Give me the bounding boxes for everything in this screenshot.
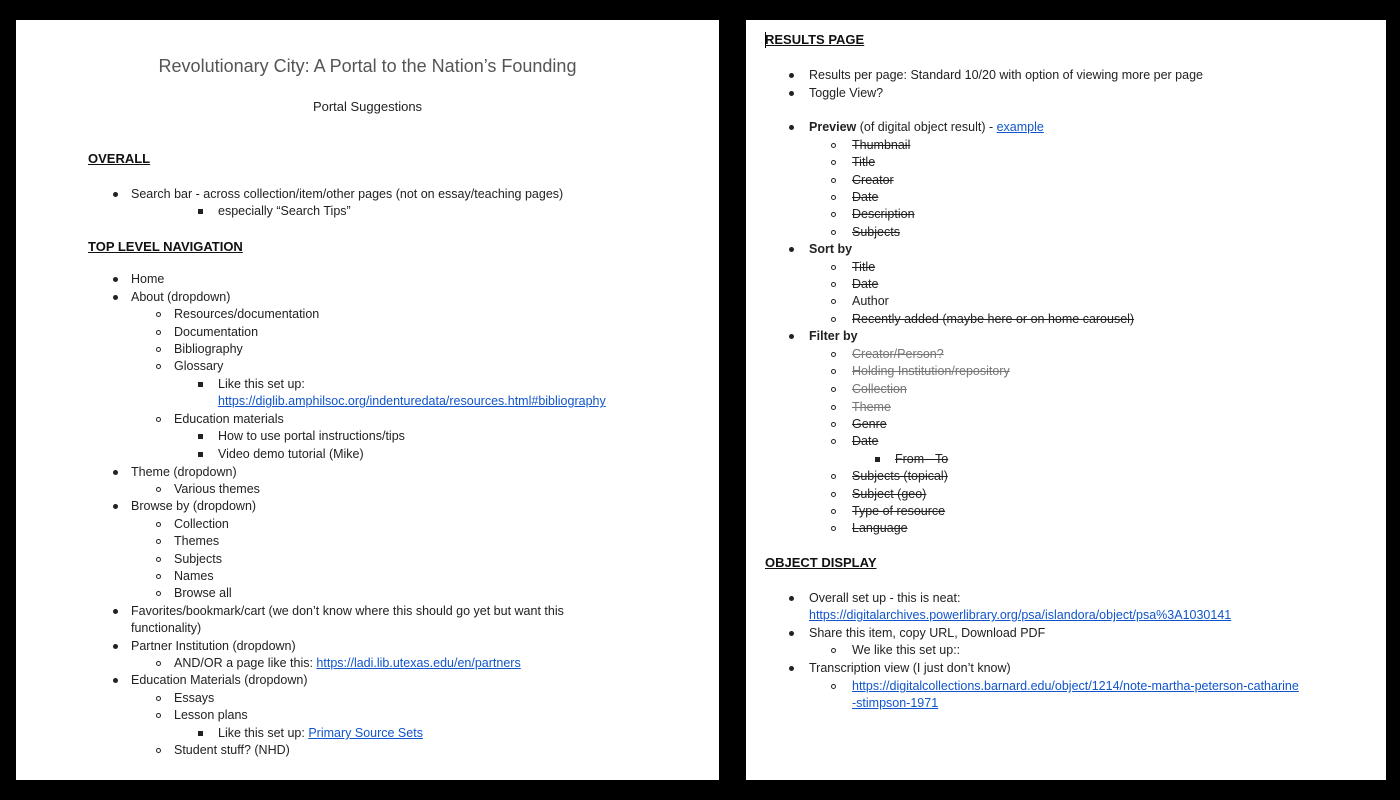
- bullet-circle: [831, 265, 836, 270]
- bullet-circle: [831, 422, 836, 427]
- bullet-disc: [789, 596, 794, 601]
- bullet-square: [198, 382, 203, 387]
- bullet-square: [875, 457, 880, 462]
- bullet-circle: [156, 713, 161, 718]
- bullet-circle: [156, 557, 161, 562]
- partner-prefix: AND/OR a page like this:: [174, 656, 317, 670]
- bullet-circle: [156, 591, 161, 596]
- list-item: Themes: [174, 534, 220, 548]
- list-item: Subjects (topical): [852, 469, 948, 483]
- list-item: Essays: [174, 691, 215, 705]
- transcription-example-link-continuation[interactable]: -stimpson-1971: [852, 696, 939, 710]
- list-item: Collection: [852, 382, 907, 396]
- heading-overall: OVERALL: [88, 151, 151, 166]
- glossary-example-link[interactable]: https://diglib.amphilsoc.org/indenturedata/resources.html#bibliography: [218, 394, 606, 408]
- bullet-square: [198, 209, 203, 214]
- heading-top-level-navigation: TOP LEVEL NAVIGATION: [88, 239, 243, 254]
- bullet-circle: [156, 347, 161, 352]
- list-item: Like this set up:: [218, 377, 305, 391]
- list-item: Theme (dropdown): [131, 465, 237, 479]
- list-item: [174, 655, 521, 672]
- list-item: Results per page: Standard 10/20 with option of viewing more per page: [809, 68, 1203, 82]
- bullet-circle: [156, 330, 161, 335]
- overall-setup-link[interactable]: https://digitalarchives.powerlibrary.org/psa/islandora/object/psa%3A1030141: [809, 608, 1232, 622]
- bullet-circle: [831, 648, 836, 653]
- list-item: Education Materials (dropdown): [131, 673, 308, 687]
- primary-source-sets-link[interactable]: Primary Source Sets: [308, 726, 423, 740]
- list-item: Filter by: [809, 329, 858, 343]
- bullet-circle: [831, 160, 836, 165]
- list-item: Description: [852, 207, 915, 221]
- list-item: Recently added (maybe here or on home carousel): [852, 312, 1135, 326]
- bullet-disc: [113, 504, 118, 509]
- bullet-disc: [789, 334, 794, 339]
- list-item: Date: [852, 277, 879, 291]
- list-item: Date: [852, 434, 879, 448]
- list-item: Date: [852, 190, 879, 204]
- bullet-circle: [831, 684, 836, 689]
- partner-link[interactable]: https://ladi.lib.utexas.edu/en/partners: [316, 656, 521, 670]
- preview-text: (of digital object result) -: [856, 120, 997, 134]
- list-item: Author: [852, 294, 889, 308]
- list-item: Holding Institution/repository: [852, 364, 1010, 378]
- list-item: Share this item, copy URL, Download PDF: [809, 626, 1046, 640]
- list-item: especially “Search Tips”: [218, 204, 351, 218]
- bullet-circle: [831, 439, 836, 444]
- list-item: Browse by (dropdown): [131, 499, 257, 513]
- list-item: Genre: [852, 417, 887, 431]
- list-item: Names: [174, 569, 214, 583]
- bullet-circle: [831, 526, 836, 531]
- bullet-circle: [831, 299, 836, 304]
- list-item: Language: [852, 521, 908, 535]
- list-item: Sort by: [809, 242, 853, 256]
- bullet-circle: [831, 195, 836, 200]
- bullet-circle: [156, 487, 161, 492]
- list-item: Subjects: [174, 552, 222, 566]
- bullet-disc: [113, 609, 118, 614]
- list-item: [218, 725, 423, 742]
- list-item: Thumbnail: [852, 138, 911, 152]
- bullet-circle: [831, 282, 836, 287]
- list-item: About (dropdown): [131, 290, 231, 304]
- bullet-disc: [789, 666, 794, 671]
- list-item: Title: [852, 260, 876, 274]
- list-item: Bibliography: [174, 342, 243, 356]
- bullet-disc: [789, 91, 794, 96]
- bullet-circle: [156, 574, 161, 579]
- bullet-circle: [831, 212, 836, 217]
- bullet-circle: [156, 696, 161, 701]
- list-item: Creator: [852, 173, 894, 187]
- bullet-circle: [831, 509, 836, 514]
- document-subtitle: Portal Suggestions: [312, 99, 423, 114]
- list-item: Browse all: [174, 586, 232, 600]
- bullet-disc: [789, 125, 794, 130]
- bullet-circle: [831, 387, 836, 392]
- heading-object-display: OBJECT DISPLAY: [765, 555, 877, 570]
- list-item: Documentation: [174, 325, 259, 339]
- document-page-left: [16, 20, 719, 780]
- bullet-circle: [156, 661, 161, 666]
- list-item: Glossary: [174, 359, 224, 373]
- bullet-circle: [831, 230, 836, 235]
- list-item: Toggle View?: [809, 86, 884, 100]
- bullet-disc: [113, 277, 118, 282]
- list-item: Resources/documentation: [174, 307, 320, 321]
- lesson-like-prefix: Like this set up:: [218, 726, 309, 740]
- list-item: Subjects: [852, 225, 900, 239]
- bullet-disc: [113, 678, 118, 683]
- bullet-disc: [789, 247, 794, 252]
- bullet-circle: [831, 143, 836, 148]
- list-item: Title: [852, 155, 876, 169]
- bullet-circle: [831, 178, 836, 183]
- list-item: From - To: [895, 452, 949, 466]
- bullet-circle: [831, 405, 836, 410]
- list-item: Overall set up - this is neat:: [809, 591, 961, 605]
- list-item: Type of resource: [852, 504, 946, 518]
- bullet-disc: [789, 73, 794, 78]
- preview-label: Preview: [809, 120, 857, 134]
- list-item: [809, 119, 1044, 136]
- list-item: We like this set up::: [852, 643, 961, 657]
- bullet-disc: [113, 295, 118, 300]
- bullet-square: [198, 452, 203, 457]
- bullet-circle: [156, 539, 161, 544]
- list-item: Student stuff? (NHD): [174, 743, 290, 757]
- bullet-circle: [156, 522, 161, 527]
- list-item: How to use portal instructions/tips: [218, 429, 405, 443]
- bullet-circle: [831, 369, 836, 374]
- heading-results-page: RESULTS PAGE: [765, 32, 865, 47]
- transcription-example-link[interactable]: https://digitalcollections.barnard.edu/object/1214/note-martha-peterson-catharine: [852, 679, 1299, 693]
- list-item: Video demo tutorial (Mike): [218, 447, 364, 461]
- bullet-circle: [156, 748, 161, 753]
- list-item: Subject (geo): [852, 487, 927, 501]
- document-page-right: [746, 20, 1386, 780]
- list-item: Education materials: [174, 412, 284, 426]
- list-item: Theme: [852, 400, 891, 414]
- bullet-circle: [156, 312, 161, 317]
- list-item: Search bar - across collection/item/other pages (not on essay/teaching pages): [131, 187, 564, 201]
- document-title: Revolutionary City: A Portal to the Nation’s Founding: [158, 56, 577, 76]
- list-item: Home: [131, 272, 165, 286]
- bullet-square: [198, 731, 203, 736]
- list-item: Lesson plans: [174, 708, 248, 722]
- bullet-square: [198, 434, 203, 439]
- bullet-circle: [156, 417, 161, 422]
- bullet-circle: [831, 352, 836, 357]
- bullet-disc: [113, 192, 118, 197]
- bullet-circle: [831, 317, 836, 322]
- bullet-circle: [156, 364, 161, 369]
- list-item: Various themes: [174, 482, 260, 496]
- list-item: Collection: [174, 517, 229, 531]
- preview-example-link[interactable]: example: [996, 120, 1044, 134]
- bullet-circle: [831, 492, 836, 497]
- bullet-circle: [831, 474, 836, 479]
- list-item: Creator/Person?: [852, 347, 944, 361]
- list-item: Transcription view (I just don’t know): [809, 661, 1011, 675]
- list-item: Favorites/bookmark/cart (we don’t know where this should go yet but want this: [131, 604, 564, 618]
- list-item-continuation: functionality): [131, 621, 202, 635]
- list-item: Partner Institution (dropdown): [131, 639, 296, 653]
- bullet-disc: [113, 470, 118, 475]
- bullet-disc: [113, 644, 118, 649]
- bullet-disc: [789, 631, 794, 636]
